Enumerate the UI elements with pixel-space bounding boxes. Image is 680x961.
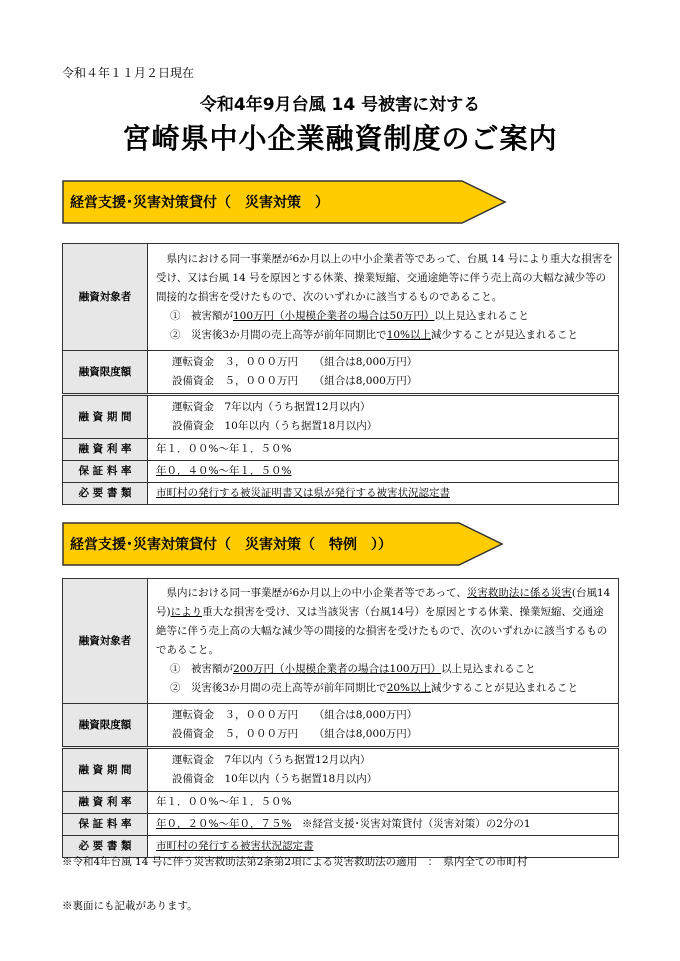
docs-value: 市町村の発行する被害状況認定書 xyxy=(148,836,619,858)
limit-cell: 運転資金 ３，０００万円 （組合は8,000万円） 設備資金 ５，０００万円 （組合は8,000万円） xyxy=(148,704,619,748)
eligibility-cell xyxy=(148,579,619,704)
condition-1: ① 被害額が100万円（小規模企業者の場合は50万円）以上見込まれること xyxy=(170,309,529,322)
docs-value: 市町村の発行する被災証明書又は県が発行する被害状況認定書 xyxy=(148,483,619,505)
limit-label: 融資限度額 xyxy=(63,351,148,395)
section2-table xyxy=(62,578,619,858)
as-of-date: 令和４年１１月２日現在 xyxy=(62,66,195,80)
condition-1: ① 被害額が200万円（小規模企業者の場合は100万円）以上見込まれること xyxy=(170,663,536,675)
rate-value: 年１．００%～年１．５０% xyxy=(148,792,619,814)
rate-label: 融 資 利 率 xyxy=(63,439,148,461)
footnote: ※令和4年台風 14 号に伴う災害救助法第2条第2項による災害救助法の適用 ： 県内全ての市町村 xyxy=(62,856,528,868)
rate-label: 融 資 利 率 xyxy=(63,792,148,814)
period-label: 融 資 期 間 xyxy=(63,748,148,792)
limit-cell: 運転資金 ３，０００万円 （組合は8,000万円） 設備資金 ５，０００万円 （組合は8,000万円） xyxy=(148,351,619,395)
period-label: 融 資 期 間 xyxy=(63,395,148,439)
guarantee-label: 保 証 料 率 xyxy=(63,461,148,483)
guarantee-value: 年０．２０%～年０．７５% ※経営支援･災害対策貸付（災害対策）の2分の1 xyxy=(148,814,619,836)
period-cell: 運転資金 7年以内（うち据置12月以内） 設備資金 10年以内（うち据置18月以内） xyxy=(148,395,619,439)
condition-2: ② 災害後3か月間の売上高等が前年同期比で20%以上減少することが見込まれること xyxy=(170,682,579,694)
limit-label: 融資限度額 xyxy=(63,704,148,748)
eligibility-label: 融資対象者 xyxy=(63,579,148,704)
page-title: 宮崎県中小企業融資制度のご案内 xyxy=(122,122,558,155)
condition-2: ② 災害後3か月間の売上高等が前年同期比で10%以上減少することが見込まれること xyxy=(170,328,579,341)
section1-banner xyxy=(62,180,507,224)
guarantee-label: 保 証 料 率 xyxy=(63,814,148,836)
back-page-note: ※裏面にも記載があります。 xyxy=(62,900,198,912)
section2-banner xyxy=(62,522,504,566)
section1-banner-label: 経営支援･災害対策貸付（ 災害対策 ） xyxy=(70,195,329,211)
eligibility-text: 県内における同一事業歴が6か月以上の中小企業者等であって、災害救助法に係る災害(台風14号)により重大な損害を受け、又は当該災害（台風14号）を原因とする休業、操業短縮、交通途絶等に伴う売上高の大幅な減少等の間接的な損害を受けたもので、次のいずれかに該当するものであること。 xyxy=(156,587,611,656)
eligibility-label: 融資対象者 xyxy=(63,244,148,351)
section1-table xyxy=(62,243,619,505)
period-cell: 運転資金 7年以内（うち据置12月以内） 設備資金 10年以内（うち据置18月以内） xyxy=(148,748,619,792)
section2-banner-label: 経営支援･災害対策貸付（ 災害対策（ 特例 ）） xyxy=(70,537,392,553)
eligibility-text: 県内における同一事業歴が6か月以上の中小企業者等であって、台風 14 号により重大な損害を受け、又は台風 14 号を原因とする休業、操業短縮、交通途絶等に伴う売上高の大幅な減少等の間接的な損害を受けたもので、次のいずれかに該当するものであること。 xyxy=(156,252,613,303)
rate-value: 年１．００%～年１．５０% xyxy=(148,439,619,461)
docs-label: 必 要 書 類 xyxy=(63,483,148,505)
docs-label: 必 要 書 類 xyxy=(63,836,148,858)
eligibility-cell xyxy=(148,244,619,351)
guarantee-value: 年０．４０%～年１．５０% xyxy=(148,461,619,483)
page-subtitle: 令和4年9月台風 14 号被害に対する xyxy=(199,95,481,115)
